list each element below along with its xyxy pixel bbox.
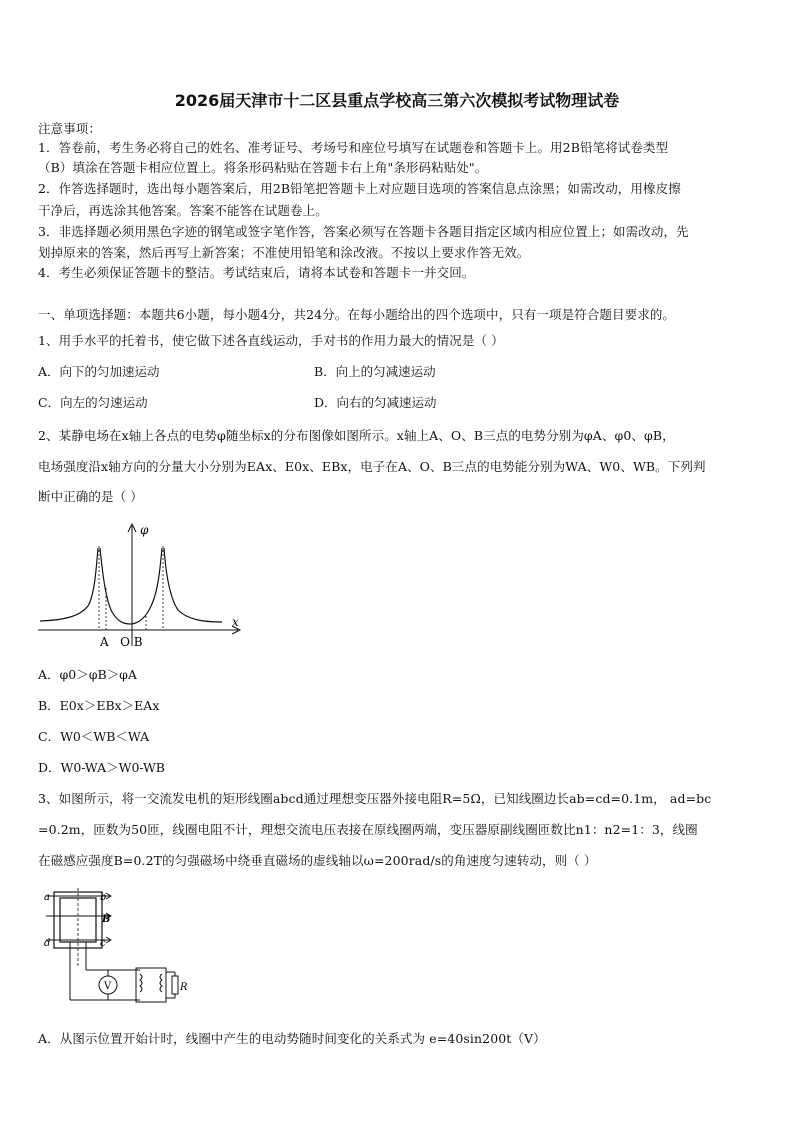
question-2-stem: 2、某静电场在x轴上各点的电势φ随坐标x的分布图像如图所示。x轴上A、O、B三点的电势分别为φA、φ0、φB， [38,428,675,443]
question-2-stem: 断中正确的是（ ） [38,489,143,504]
point-labels: A O B [100,635,143,649]
question-3-stem: =0.2m，匝数为50匝，线圈电阻不计，理想交流电压表接在原线圈两端，变压器原副线圈匝数比n1：n2=1：3，线圈 [38,822,698,837]
notice-line: 2．作答选择题时，选出每小题答案后，用2B铅笔把答题卡上对应题目选项的答案信息点涂黑；如需改动，用橡皮擦 [38,181,681,196]
question-3-option-a: A．从图示位置开始计时，线圈中产生的电动势随时间变化的关系式为 e=40sin200t（V） [38,1031,546,1046]
question-2-option-b: B．E0x＞EBx＞EAx [38,698,160,713]
question-1-stem: 1、用手水平的托着书，使它做下述各直线运动，手对书的作用力最大的情况是（ ） [38,333,504,348]
notice-line: 3．非选择题必须用黑色字迹的钢笔或签字笔作答，答案必须写在答题卡各题目指定区域内相应位置上；如需改动，先 [38,224,689,239]
label-field-B: B [102,914,111,925]
notice-line: （B）填涂在答题卡相应位置上。将条形码粘贴在答题卡右上角"条形码粘贴处"。 [38,160,488,175]
potential-graph [36,518,248,652]
notice-line: 1．答卷前，考生务必将自己的姓名、准考证号、考场号和座位号填写在试题卷和答题卡上。用2B铅笔将试卷类型 [38,140,669,155]
potential-curve-right [164,548,222,622]
question-1-option-b: B．向上的匀减速运动 [314,364,436,379]
question-1-option-a: A．向下的匀加速运动 [38,364,160,379]
question-1-option-c: C．向左的匀速运动 [38,395,148,410]
x-axis-label: x [232,615,239,629]
label-c: c [100,938,106,949]
question-1-option-d: D．向右的匀减速运动 [314,395,437,410]
potential-curve-middle [100,548,162,624]
notice-line: 划掉原来的答案，然后再写上新答案；不准使用铅笔和涂改液。不按以上要求作答无效。 [38,245,530,260]
notice-line: 4．考生必须保证答题卡的整洁。考试结束后，请将本试卷和答题卡一并交回。 [38,265,475,280]
question-2-option-c: C．W0＜WB＜WA [38,729,150,744]
label-b: b [100,892,107,903]
notice-line: 干净后，再选涂其他答案。答案不能答在试题卷上。 [38,203,328,218]
resistor [172,976,178,994]
generator-circuit-figure [40,888,190,1010]
question-2-option-d: D．W0-WA＞W0-WB [38,760,165,775]
section-heading: 一、单项选择题：本题共6小题，每小题4分，共24分。在每小题给出的四个选项中，只有一项是符合题目要求的。 [38,307,676,322]
notice-heading: 注意事项： [38,121,102,136]
y-axis-label: φ [140,523,149,537]
label-a: a [44,892,50,903]
question-2-option-a: A．φ0＞φB＞φA [38,667,137,682]
page-title: 2026届天津市十二区县重点学校高三第六次模拟考试物理试卷 [174,91,620,110]
question-3-stem: 在磁感应强度B=0.2T的匀强磁场中绕垂直磁场的虚线轴以ω=200rad/s的角速度匀速转动，则（ ） [38,853,597,868]
resistor-label: R [180,982,188,993]
question-2-stem: 电场强度沿x轴方向的分量大小分别为EAx、E0x、EBx，电子在A、O、B三点的电势能分别为WA、W0、WB。下列判 [38,459,706,474]
voltmeter-label: V [104,981,112,992]
primary-coil [140,974,142,992]
secondary-coil [160,974,162,992]
question-3-stem: 3、如图所示，将一交流发电机的矩形线圈abcd通过理想变压器外接电阻R=5Ω，已知线圈边长ab=cd=0.1m， ad=bc [38,791,712,806]
potential-curve-left [40,548,98,621]
label-d: d [44,938,51,949]
